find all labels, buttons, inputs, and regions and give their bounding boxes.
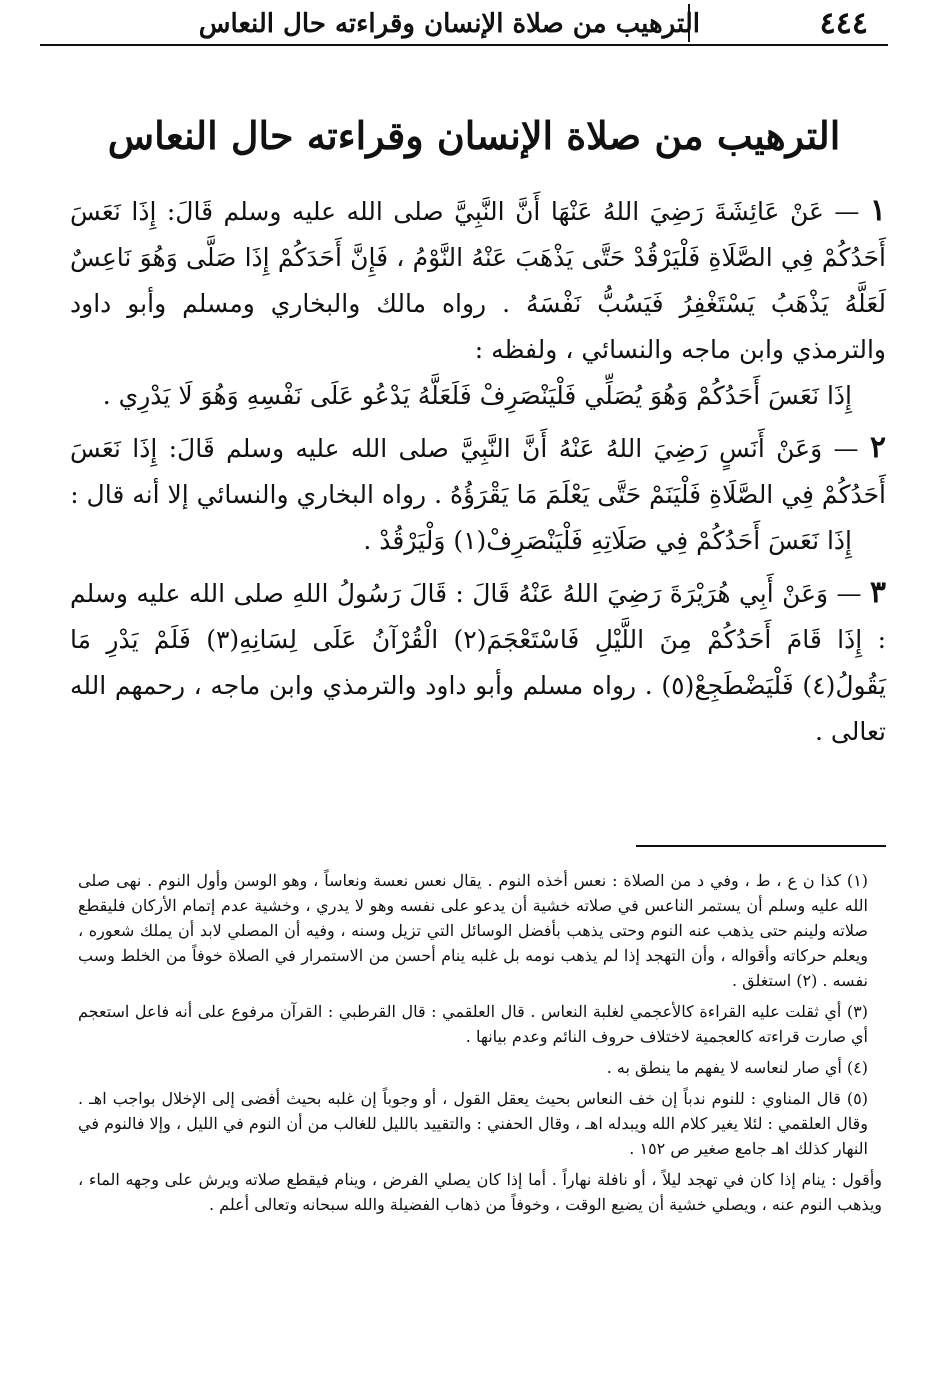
footnotes: [78, 868, 882, 1223]
hadith-2: [70, 425, 886, 518]
hadith-text: — عَنْ عَائِشَةَ رَضِيَ اللهُ عَنْهَا أَنَّ النَّبِيَّ صلى الله عليه وسلم قَالَ: إِذَا نَعَسَ أَحَدُكُمْ فِي الصَّلَاةِ فَلْيَرْقُدْ حَتَّى يَذْهَبَ عَنْهُ النَّوْمُ ، فَإِنَّ أَحَدَكُمْ إِذَا صَلَّى وَهُوَ نَاعِسٌ لَعَلَّهُ يَذْهَبُ يَسْتَغْفِرُ فَيَسُبُّ نَفْسَهُ . رواه مالك والبخاري ومسلم وأبو داود والترمذي وابن ماجه والنسائي ، ولفظه :: [70, 197, 886, 364]
hadith-body: [70, 188, 886, 755]
footnote-4: (٤) أي صار لنعاسه لا يفهم ما ينطق به .: [606, 1058, 868, 1077]
hadith-quote: إِذَا نَعَسَ أَحَدُكُمْ فِي صَلَاتِهِ فَلْيَنْصَرِفْ(١) وَلْيَرْقُدْ .: [363, 526, 852, 555]
hadith-text: — وَعَنْ أَبِي هُرَيْرَةَ رَضِيَ اللهُ عَنْهُ قَالَ : قَالَ رَسُولُ اللهِ صلى الله عليه وسلم : إِذَا قَامَ أَحَدُكُمْ مِنَ اللَّيْلِ فَاسْتَعْجَمَ(٢) الْقُرْآنُ عَلَى لِسَانِهِ(٣) فَلَمْ يَدْرِ مَا يَقُولُ(٤) فَلْيَضْطَجِعْ(٥) . رواه مسلم وأبو داود والترمذي وابن ماجه ، رحمهم الله تعالى .: [70, 579, 886, 746]
hadith-1: [70, 188, 886, 373]
footnote-author-note: وأقول : ينام إذا كان في تهجد ليلاً ، أو نافلة نهاراً . أما إذا كان يصلي الفرض ، وينام فيقطع صلاته ويرش على وجهه الماء ، ويذهب النوم عنه ، ويصلي خشية أن يضيع الوقت ، وخوفاً من ذهاب الفضيلة والله سبحانه وتعالى أعلم .: [78, 1170, 882, 1214]
hadith-number: ٣: [869, 575, 886, 610]
running-title: الترهيب من صلاة الإنسان وقراءته حال النعاس: [198, 9, 700, 39]
hadith-number: ٢: [869, 430, 886, 465]
footnote-3: (٣) أي ثقلت عليه القراءة كالأعجمي لغلبة النعاس . قال العلقمي : قال القرطبي : القرآن مرفوع على أنه فاعل استعجم أي صارت قراءته كالعجمية لاختلاف حروف النائم وعدم بيانها .: [78, 1002, 868, 1046]
page-number: ٤٤٤: [819, 6, 868, 41]
footnote-1: (١) كذا ن ع ، ط ، وفي د من الصلاة : نعس أخذه النوم . يقال نعس نعسة ونعاساً ، وهو الوسن وأول النوم . نهى صلى الله عليه وسلم أن يستمر الناعس في صلاته خشية أن يدعو على نفسه وهو لا يدري ، وخشية عدم إتمام الأركان فليقطع صلاته ولينم حتى يذهب عنه النوم وحتى يذهب بأفضل الوسائل التي تزيل وسنه ، وفيه أن المصلي لابد أن يملك شعوره ، ويعلم حركاته وأقواله ، وأن التهجد إذا لم يذهب نومه بل غلبه ينام أحسن من الاستمرار في الصلاة خوفاً من الخلط وسب نفسه . (٢) استغلق .: [78, 871, 868, 990]
hadith-number: ١: [869, 193, 886, 228]
chapter-title: الترهيب من صلاة الإنسان وقراءته حال النعاس: [107, 113, 841, 158]
running-header: [40, 4, 888, 46]
hadith-3: [70, 570, 886, 755]
footnote-5: (٥) قال المناوي : للنوم ندباً إن خف النعاس بحيث يعقل القول ، أو وجوباً إن غلبه بحيث أفضى إلى الإخلال بواجب اهـ . وقال العلقمي : لئلا يغير كلام الله ويبدله اهـ ، وقال الحفني : والتقييد بالليل للغالب من أن النوم في الليل ، وإلا فالنوم في النهار كذلك اهـ جامع صغير ص ١٥٢ .: [78, 1089, 868, 1158]
footnote-divider: [636, 845, 886, 847]
hadith-quote: إِذَا نَعَسَ أَحَدُكُمْ وَهُوَ يُصَلِّي فَلْيَنْصَرِفْ فَلَعَلَّهُ يَدْعُو عَلَى نَفْسِهِ وَهُوَ لَا يَدْرِي .: [102, 381, 852, 410]
hadith-text: — وَعَنْ أَنَسٍ رَضِيَ اللهُ عَنْهُ أَنَّ النَّبِيَّ صلى الله عليه وسلم قَالَ: إِذَا نَعَسَ أَحَدُكُمْ فِي الصَّلَاةِ فَلْيَنَمْ حَتَّى يَعْلَمَ مَا يَقْرَؤُهُ . رواه البخاري والنسائي إلا أنه قال :: [70, 434, 886, 509]
